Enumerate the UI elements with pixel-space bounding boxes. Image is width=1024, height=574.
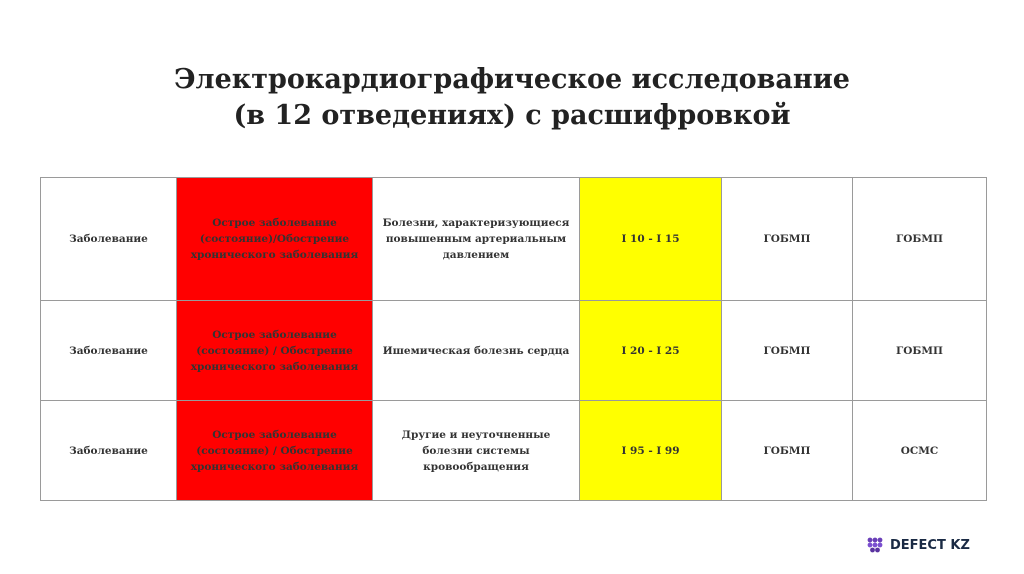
disease-cell: Ишемическая болезнь сердца xyxy=(373,301,580,401)
funding-cell-2: ГОБМП xyxy=(853,301,987,401)
funding-cell-2: ОСМС xyxy=(853,401,987,501)
page-title xyxy=(0,62,1024,134)
disease-cell: Другие и неуточненные болезни системы кровообращения xyxy=(373,401,580,501)
table-row xyxy=(41,301,987,401)
funding-cell-1: ГОБМП xyxy=(722,401,853,501)
disease-cell: Болезни, характеризующиеся повышенным артериальным давлением xyxy=(373,178,580,301)
disease-table xyxy=(40,177,987,501)
grape-cluster-icon xyxy=(866,536,884,554)
funding-cell-2: ГОБМП xyxy=(853,178,987,301)
condition-cell: Острое заболевание (состояние)/Обострение хронического заболевания xyxy=(177,178,373,301)
condition-cell: Острое заболевание (состояние) / Обострение хронического заболевания xyxy=(177,401,373,501)
table-row xyxy=(41,401,987,501)
funding-cell-1: ГОБМП xyxy=(722,301,853,401)
condition-cell: Острое заболевание (состояние) / Обострение хронического заболевания xyxy=(177,301,373,401)
funding-cell-1: ГОБМП xyxy=(722,178,853,301)
icd-code-cell: I 10 - I 15 xyxy=(580,178,722,301)
row-type-cell: Заболевание xyxy=(41,301,177,401)
brand-name: DEFECT KZ xyxy=(890,537,970,553)
icd-code-cell: I 20 - I 25 xyxy=(580,301,722,401)
row-type-cell: Заболевание xyxy=(41,178,177,301)
title-line-1: Электрокардиографическое исследование xyxy=(174,64,850,95)
icd-code-cell: I 95 - I 99 xyxy=(580,401,722,501)
title-line-2: (в 12 отведениях) с расшифровкой xyxy=(233,100,791,131)
table-row xyxy=(41,178,987,301)
brand-logo[interactable] xyxy=(866,535,970,555)
row-type-cell: Заболевание xyxy=(41,401,177,501)
